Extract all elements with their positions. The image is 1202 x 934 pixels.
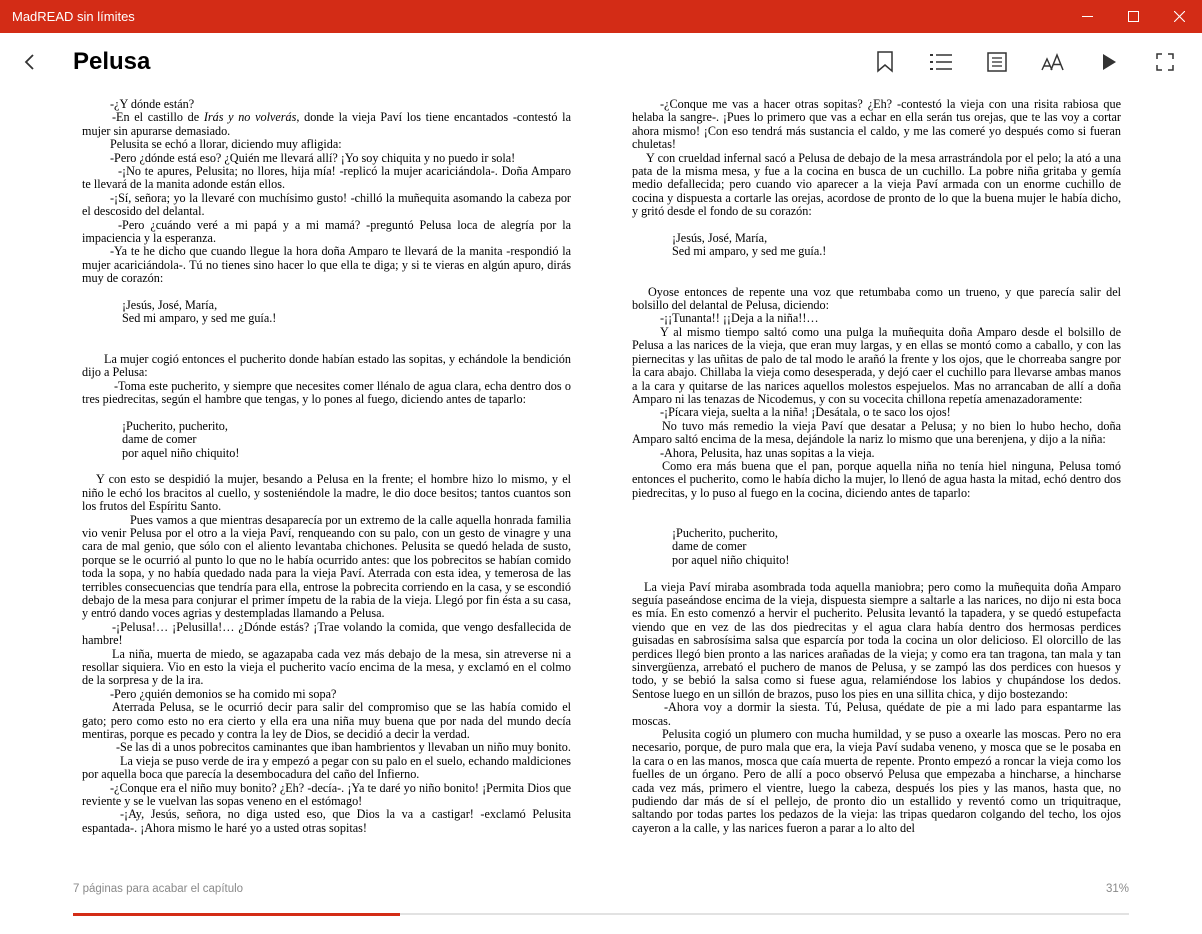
paragraph-spacer bbox=[82, 286, 571, 299]
paragraph: -¡Ay, Jesús, señora, no diga usted eso, que Dios la va a castigar! -exclamó Pelusita espantada-. ¡Ahora mismo le haré yo a usted otras sopitas! bbox=[82, 807, 571, 835]
minimize-icon bbox=[1082, 11, 1093, 22]
paragraph: -¡Pícara vieja, suelta a la niña! ¡Desátala, o te saco los ojos! bbox=[660, 405, 951, 420]
list-icon bbox=[930, 53, 952, 71]
bookmark-button[interactable] bbox=[871, 48, 899, 76]
paragraph: La niña, muerta de miedo, se agazapaba cada vez más debajo de la mesa, sin atreverse ni a resollar siquiera. Vio en esto la vieja el pucherito vacío encima de la mesa, y exclamó en el colmo de la sorpresa y de la ira. bbox=[82, 646, 571, 688]
paragraph: -¿Conque era el niño muy bonito? ¿Eh? -decía-. ¡Ya te daré yo niño bonito! ¡Permita Dios que reviente y se le vuelvan las sopas veneno en el estómago! bbox=[82, 780, 571, 809]
verse-block bbox=[82, 299, 571, 326]
verse-line: Sed mi amparo, y sed me guía.! bbox=[672, 244, 827, 259]
paragraph: -Se las di a unos pobrecitos caminantes que iban hambrientos y llevaban un niño muy bonito. bbox=[116, 740, 571, 755]
verse-line: ¡Pucherito, pucherito, bbox=[672, 525, 778, 540]
reading-progress-bar[interactable] bbox=[73, 913, 1129, 915]
paragraph: -¡¡Tunanta!! ¡¡Deja a la niña!!… bbox=[660, 311, 819, 326]
maximize-button[interactable] bbox=[1110, 0, 1156, 33]
title-bar bbox=[0, 0, 1202, 33]
close-button[interactable] bbox=[1156, 0, 1202, 33]
book-title: Pelusa bbox=[73, 48, 151, 75]
verse-line: ¡Jesús, José, María, bbox=[672, 231, 768, 246]
paragraph: Aterrada Pelusa, se le ocurrió decir para salir del compromiso que se las había comido el gato; pero como esto no era cierto y ella era una niña muy buena que por nada del mundo decía mentiras, porque es pecado y contra la ley de Dios, se decidió a decir la verdad. bbox=[82, 700, 571, 742]
paragraph: -¿Y dónde están? bbox=[110, 97, 195, 111]
document-icon bbox=[987, 52, 1007, 72]
paragraph: La vieja Paví miraba asombrada toda aquella maniobra; pero como la muñequita doña Amparo seguía paseándose encima de la vieja, dispuesta siempre a saltarle a las narices, no dijo ni esta boca es mía. En esto comenzó a hervir el pucherito. Pelusita levantó la tapadera, y se quedó estupefacta viendo que en vez de las dos piedrecitas y el agua clara había dentro dos hermosas perdices guisadas en sabrosísima salsa que esparcía por toda la cocina un olor delicioso. El olorcillo de las perdices llegó bien pronto a las narices arañadas de la vieja; y como era tan tragona, tan mala y tan sinvergüenza, arrebató el puchero de manos de Pelusa, y se zampó las dos perdices con huesos y todo, y se bebió la salsa como si fuese agua, relamiéndose los labios y chupándose los dedos. Sentose luego en un sillón de brazos, puso los pies en una sillita chica, y dijo bostezando: bbox=[632, 579, 1121, 701]
paragraph-spacer bbox=[632, 219, 1121, 232]
verse-line: dame de comer bbox=[672, 539, 747, 554]
paragraph: -Pero ¿quién demonios se ha comido mi sopa? bbox=[110, 686, 337, 701]
verse-block bbox=[632, 232, 1121, 259]
font-size-icon bbox=[1041, 52, 1065, 72]
paragraph: -Pero ¿cuándo veré a mi papá y a mi mamá? -preguntó Pelusa loca de alegría por la impaciencia y la esperanza. bbox=[82, 217, 571, 246]
table-of-contents-button[interactable] bbox=[927, 48, 955, 76]
paragraph-spacer bbox=[82, 326, 571, 353]
paragraph: -¡Sí, señora; yo la llevaré con muchísimo gusto! -chilló la muñequita asomando la cabeza por el descosido del delantal. bbox=[82, 190, 571, 219]
close-icon bbox=[1174, 11, 1185, 22]
back-button[interactable] bbox=[18, 50, 42, 74]
bookmark-icon bbox=[875, 51, 895, 73]
font-size-button[interactable] bbox=[1039, 48, 1067, 76]
paragraph: Oyose entonces de repente una voz que retumbaba como un trueno, y que parecía salir del bolsillo del delantal de Pelusa, diciendo: bbox=[632, 284, 1121, 313]
paragraph: Y con esto se despidió la mujer, besando a Pelusa en la frente; el hombre hizo lo mismo, y el niño le echó los bracitos al cuello, y sosteniéndole la madre, le dio doce besitos; tantos cuantos son los frutos del Espíritu Santo. bbox=[82, 472, 571, 514]
paragraph: -Toma este pucherito, y siempre que necesites comer llénalo de agua clara, echa dentro dos o tres piedrecitas, según el hambre que tengas, y lo pones al fuego, diciendo antes de taparlo: bbox=[82, 378, 571, 406]
verse-line: ¡Pucherito, pucherito, bbox=[122, 418, 228, 433]
verse-line: ¡Jesús, José, María, bbox=[122, 298, 218, 313]
paragraph-spacer bbox=[82, 406, 571, 419]
paragraph: Y al mismo tiempo saltó como una pulga la muñequita doña Amparo desde el bolsillo de Pelusa a las narices de la vieja, que eran muy largas, y en ellas se montó como a caballo, y con las piernecitas y las uñitas de palo de tal modo le arañó la frente y los ojos, que le chorreaba sangre por la cara abajo. Chillaba la vieja como desesperada, y dejó caer el cuchillo para llevarse ambas manos a la cara y quitarse de las narices aquellos molestos espejuelos. Mas no arrancaban de allí a doña Amparo ni las tenazas de Nicodemus, y con su vocecita chillona repetía amenazadoramente: bbox=[632, 324, 1121, 406]
paragraph: -¿Conque me vas a hacer otras sopitas? ¿Eh? -contestó la vieja con una risita rabiosa que helaba la sangre-. ¡Pues lo primero que vas a echar en ella serán tus orejas, que te las voy a cortar ahora mismo! ¡Con eso tendrá más sustancia el caldo, y me las comeré yo después como si fueran chuletas! bbox=[632, 97, 1121, 152]
maximize-icon bbox=[1128, 11, 1139, 22]
reader-header bbox=[0, 33, 1202, 91]
verse-line: Sed mi amparo, y sed me guía.! bbox=[122, 311, 277, 326]
paragraph: Pelusita cogió un plumero con mucha humildad, y se puso a oxearle las moscas. Pero no era necesario, porque, de puro mala que era, la vieja Paví sudaba veneno, y mosca que se le posaba en la cara o en las manos, mosca que caía muerta de repente. Pronto empezó a roncar la vieja como los fuelles de un órgano. Pero de allí a poco observó Pelusa que empezaba a hincharse, a hincharse cada vez más, primero el vientre, luego la cabeza, después los pies y las manos, hasta que, no pudiendo dar más de sí el pellejo, de pronto dio un estallido y reventó como un triquitraque, saltando por todas partes los pedazos de la vieja: las tripas quedaron colgando del techo, los ojos cayeron a la calle, y las narices fueron a parar a lo alto del bbox=[632, 727, 1121, 835]
left-page-text bbox=[82, 98, 571, 835]
verse-block bbox=[632, 527, 1121, 567]
fullscreen-button[interactable] bbox=[1151, 48, 1179, 76]
paragraph-spacer bbox=[632, 259, 1121, 286]
read-aloud-button[interactable] bbox=[1095, 48, 1123, 76]
minimize-button[interactable] bbox=[1064, 0, 1110, 33]
paragraph: Pelusita se echó a llorar, diciendo muy afligida: bbox=[110, 137, 342, 152]
chevron-left-icon bbox=[18, 50, 42, 74]
paragraph: La mujer cogió entonces el pucherito donde habían estado las sopitas, y echándole la bendición dijo a Pelusa: bbox=[82, 351, 571, 380]
paragraph: Como era más buena que el pan, porque aquella niña no tenía hiel ninguna, Pelusa tomó entonces el pucherito, como le había dicho la mujer, lo llenó de agua hasta la mitad, echó dentro dos piedrecitas, y lo puso al fuego en la cocina, diciendo antes de taparlo: bbox=[632, 458, 1121, 500]
paragraph-spacer bbox=[632, 500, 1121, 527]
verse-line: por aquel niño chiquito! bbox=[122, 445, 240, 460]
paragraph: -Pero ¿dónde está eso? ¿Quién me llevará allí? ¡Yo soy chiquita y no puedo ir sola! bbox=[110, 150, 516, 165]
chapter-remaining-text: 7 páginas para acabar el capítulo bbox=[73, 883, 244, 895]
app-title: MadREAD sin límites bbox=[12, 9, 135, 24]
verse-line: dame de comer bbox=[122, 432, 197, 447]
page-view-button[interactable] bbox=[983, 48, 1011, 76]
paragraph: Pues vamos a que mientras desaparecía por un extremo de la calle aquella honrada familia vio venir Pelusa por el otro a la vieja Paví, renqueando con su palo, con un gesto de vinagre y una cara de mal genio, que sólo con el aliento levantaba chichones. Pelusita se quedó helada de susto, porque se le ocurrió al punto lo que no le había ocurrido antes: que los pobrecitos se habían comido toda la sopa, y no había quedado nada para la vieja Paví. Aterrada con esta idea, y temerosa de las terribles consecuencias que tendría para ella, entrose la pobrecita corriendo en la casa, y se escondió debajo de la mesa para conjurar el primer ímpetu de la rabia de la vieja. Llegó por fin ésta a su casa, y entró dando voces agrias y destempladas llamando a Pelusa. bbox=[82, 512, 571, 621]
play-icon bbox=[1101, 53, 1117, 71]
paragraph: Y con crueldad infernal sacó a Pelusa de debajo de la mesa arrastrándola por el pelo; la ató a una pata de la misma mesa, y fue a la cocina en busca de un cuchillo. La pobre niña gritaba y gemía medio defallecida; pero cuando vio aparecer a la vieja Paví armada con un enorme cuchillo de cocina y dispuesta a cortarle las orejas, acordose de pronto de lo que la buena mujer le había dicho, y gritó desde el fondo de su corazón: bbox=[632, 150, 1121, 219]
fullscreen-icon bbox=[1156, 53, 1174, 71]
paragraph-spacer bbox=[82, 460, 571, 473]
paragraph: No tuvo más remedio la vieja Paví que desatar a Pelusa; y no bien lo hubo hecho, doña Amparo saltó encima de la mesa, dejándole la nariz lo mismo que una berenjena, y dijo a la niña: bbox=[632, 418, 1121, 447]
reading-progress-fill bbox=[73, 913, 400, 916]
right-page-text bbox=[632, 98, 1121, 835]
verse-block bbox=[82, 420, 571, 460]
paragraph: -Ya te he dicho que cuando llegue la hora doña Amparo te llevará de la manita -respondió la mujer acariciándola-. Tú no tienes sino hacer lo que ella te diga; y si te vieras en algún apuro, dirás muy de corazón: bbox=[82, 244, 571, 286]
paragraph: -Ahora, Pelusita, haz unas sopitas a la vieja. bbox=[660, 445, 875, 460]
paragraph: -¡No te apures, Pelusita; no llores, hija mía! -replicó la mujer acariciándola-. Doña Amparo te llevará de la manita adonde están ellos. bbox=[82, 164, 571, 192]
verse-line: por aquel niño chiquito! bbox=[672, 552, 790, 567]
paragraph: -En el castillo de Irás y no volverás, donde la vieja Paví los tiene encantados -contestó la mujer sin apurarse demasiado. bbox=[82, 110, 571, 138]
paragraph: -Ahora voy a dormir la siesta. Tú, Pelusa, quédate de pie a mi lado para espantarme las moscas. bbox=[632, 700, 1121, 728]
paragraph: La vieja se puso verde de ira y empezó a pegar con su palo en el suelo, echando maldiciones por aquella boca que parecía la desembocadura del caño del Infierno. bbox=[82, 753, 571, 782]
paragraph: -¡Pelusa!… ¡Pelusilla!… ¿Dónde estás? ¡Trae volando la comida, que vengo desfallecida de hambre! bbox=[82, 619, 571, 648]
paragraph-spacer bbox=[632, 567, 1121, 580]
progress-percent: 31% bbox=[1105, 883, 1129, 895]
